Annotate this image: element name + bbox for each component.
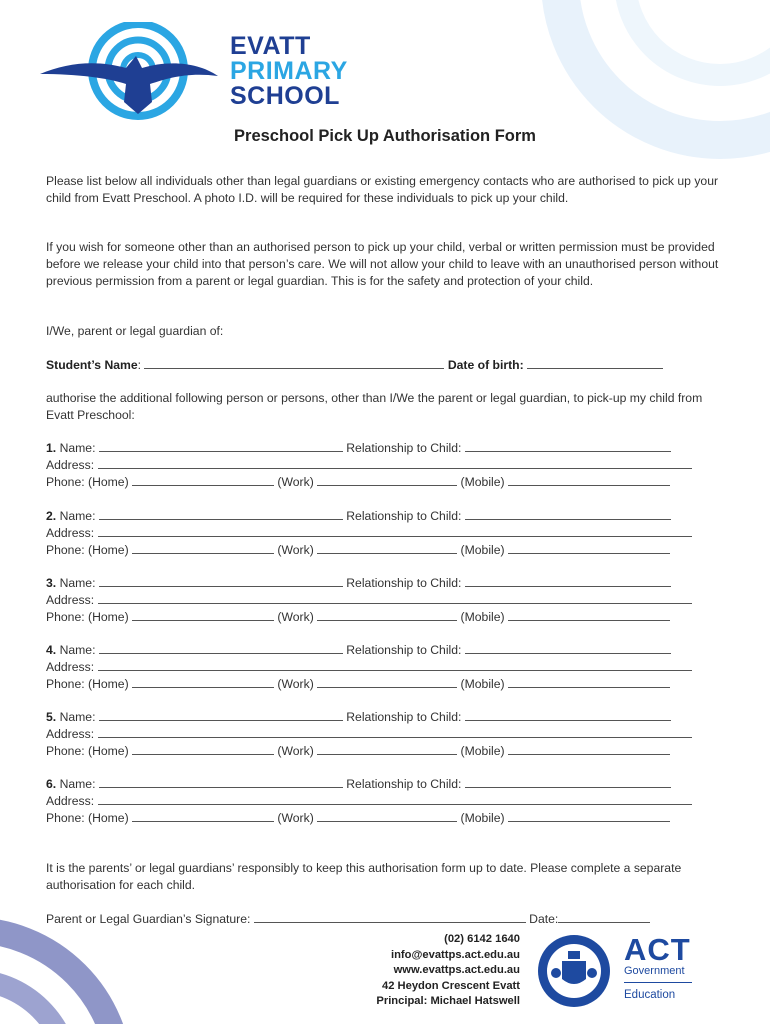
phone-home-label: Phone: (Home) (46, 475, 129, 489)
phone-home-label: Phone: (Home) (46, 543, 129, 557)
home-phone-field[interactable] (132, 474, 274, 486)
relationship-field[interactable] (465, 575, 671, 587)
person-name-field[interactable] (99, 508, 343, 520)
person-address-row (46, 793, 692, 810)
person-name-field[interactable] (99, 642, 343, 654)
signature-label: Parent or Legal Guardian’s Signature: (46, 912, 251, 926)
address-label: Address: (46, 593, 95, 607)
home-phone-field[interactable] (132, 676, 274, 688)
work-phone-field[interactable] (317, 474, 457, 486)
date-field[interactable] (558, 911, 650, 923)
person-address-row (46, 659, 692, 676)
phone-home-label: Phone: (Home) (46, 677, 129, 691)
person-address-row (46, 525, 692, 542)
school-name-line1: EVATT (230, 32, 311, 60)
home-phone-field[interactable] (132, 743, 274, 755)
school-name-line2: PRIMARY (230, 57, 348, 85)
person-phone-row (46, 810, 670, 827)
person-address-row (46, 457, 692, 474)
mobile-phone-field[interactable] (508, 542, 670, 554)
dob-field[interactable] (527, 357, 663, 369)
person-number: 4. (46, 643, 57, 657)
act-wordmark (624, 932, 692, 1002)
relationship-field[interactable] (465, 776, 671, 788)
contact-website[interactable]: www.evattps.act.edu.au (393, 964, 520, 976)
guardian-of-text: I/We, parent or legal guardian of: (46, 324, 224, 338)
relationship-field[interactable] (465, 709, 671, 721)
relationship-label: Relationship to Child: (346, 441, 462, 455)
person-number: 1. (46, 441, 57, 455)
person-name-field[interactable] (99, 575, 343, 587)
work-label: (Work) (277, 744, 314, 758)
address-label: Address: (46, 526, 95, 540)
home-phone-field[interactable] (132, 542, 274, 554)
date-label: Date: (529, 912, 559, 926)
address-field[interactable] (98, 726, 692, 738)
contact-principal: Principal: Michael Hatswell (376, 995, 520, 1007)
footer-note: It is the parents’ or legal guardians’ responsibly to keep this authorisation form up to date. Please complete a separate authorisation for each child. (46, 861, 682, 892)
mobile-phone-field[interactable] (508, 609, 670, 621)
person-name-row (46, 776, 671, 793)
work-phone-field[interactable] (317, 609, 457, 621)
person-name-field[interactable] (99, 440, 343, 452)
mobile-label: (Mobile) (460, 610, 505, 624)
work-phone-field[interactable] (317, 743, 457, 755)
school-name (230, 34, 348, 109)
address-label: Address: (46, 458, 95, 472)
act-label: ACT (624, 932, 691, 967)
student-row: Student’s Name: Date of birth: (46, 357, 663, 374)
phone-home-label: Phone: (Home) (46, 811, 129, 825)
contact-block (340, 932, 520, 1010)
name-label: Name: (59, 643, 96, 657)
person-name-row (46, 508, 671, 525)
phone-home-label: Phone: (Home) (46, 610, 129, 624)
person-number: 3. (46, 576, 57, 590)
person-phone-row (46, 743, 670, 760)
person-phone-row (46, 609, 670, 626)
address-field[interactable] (98, 659, 692, 671)
phone-home-label: Phone: (Home) (46, 744, 129, 758)
mobile-label: (Mobile) (460, 677, 505, 691)
work-phone-field[interactable] (317, 676, 457, 688)
work-label: (Work) (277, 677, 314, 691)
contact-email[interactable]: info@evattps.act.edu.au (390, 948, 520, 961)
name-label: Name: (59, 509, 96, 523)
relationship-label: Relationship to Child: (346, 710, 462, 724)
work-label: (Work) (277, 811, 314, 825)
relationship-field[interactable] (465, 440, 671, 452)
work-phone-field[interactable] (317, 542, 457, 554)
intro-paragraph-1: Please list below all individuals other than legal guardians or existing emergency contacts who are authorised to pick up your child from Evatt Preschool. A photo I.D. will be required for these individuals to pick up your child. (46, 174, 719, 205)
authorise-text: authorise the additional following person or persons, other than I/We the parent or legal guardian, to pick-up my child from Evatt Preschool: (46, 391, 703, 422)
work-label: (Work) (277, 475, 314, 489)
person-name-row (46, 642, 671, 659)
name-label: Name: (59, 441, 96, 455)
address-label: Address: (46, 660, 95, 674)
address-label: Address: (46, 794, 95, 808)
address-field[interactable] (98, 793, 692, 805)
mobile-label: (Mobile) (460, 475, 505, 489)
person-name-row (46, 440, 671, 457)
school-name-line3: SCHOOL (230, 82, 340, 110)
dob-label: Date of birth: (447, 358, 524, 372)
relationship-field[interactable] (465, 508, 671, 520)
address-field[interactable] (98, 457, 692, 469)
person-number: 6. (46, 777, 57, 791)
mobile-label: (Mobile) (460, 811, 505, 825)
address-field[interactable] (98, 592, 692, 604)
name-label: Name: (59, 576, 96, 590)
address-field[interactable] (98, 525, 692, 537)
person-name-field[interactable] (99, 776, 343, 788)
person-name-row (46, 709, 671, 726)
person-phone-row (46, 676, 670, 693)
name-label: Name: (59, 777, 96, 791)
mobile-label: (Mobile) (460, 744, 505, 758)
person-number: 5. (46, 710, 57, 724)
home-phone-field[interactable] (132, 810, 274, 822)
contact-address: 42 Heydon Crescent Evatt (381, 979, 520, 992)
education-label: Education (624, 989, 676, 1001)
relationship-field[interactable] (465, 642, 671, 654)
mobile-phone-field[interactable] (508, 474, 670, 486)
mobile-phone-field[interactable] (508, 676, 670, 688)
mobile-phone-field[interactable] (508, 743, 670, 755)
work-label: (Work) (277, 610, 314, 624)
work-phone-field[interactable] (317, 810, 457, 822)
student-name-field[interactable] (144, 357, 444, 369)
person-phone-row (46, 542, 670, 559)
person-number: 2. (46, 509, 57, 523)
relationship-label: Relationship to Child: (346, 509, 462, 523)
person-address-row (46, 592, 692, 609)
contact-phone: (02) 6142 1640 (444, 933, 520, 945)
mobile-label: (Mobile) (460, 543, 505, 557)
home-phone-field[interactable] (132, 609, 274, 621)
eagle-emblem-icon (38, 22, 238, 122)
person-phone-row (46, 474, 670, 491)
mobile-phone-field[interactable] (508, 810, 670, 822)
relationship-label: Relationship to Child: (346, 643, 462, 657)
person-address-row (46, 726, 692, 743)
name-label: Name: (59, 710, 96, 724)
person-name-field[interactable] (99, 709, 343, 721)
address-label: Address: (46, 727, 95, 741)
intro-paragraph-2: If you wish for someone other than an authorised person to pick up your child, verbal or written permission must be provided before we release your child into that person’s care. We will not allow your child to leave with an unauthorised person without previous permission from a parent or legal guardian. This is for the safety and protection of your child. (46, 240, 719, 288)
work-label: (Work) (277, 543, 314, 557)
relationship-label: Relationship to Child: (346, 777, 462, 791)
form-title: Preschool Pick Up Authorisation Form (234, 127, 536, 145)
act-crest-icon (536, 933, 616, 1013)
relationship-label: Relationship to Child: (346, 576, 462, 590)
student-name-label: Student’s Name (46, 358, 138, 372)
signature-field[interactable] (254, 911, 526, 923)
government-label: Government (624, 965, 692, 983)
signature-row (46, 911, 650, 928)
person-name-row (46, 575, 671, 592)
